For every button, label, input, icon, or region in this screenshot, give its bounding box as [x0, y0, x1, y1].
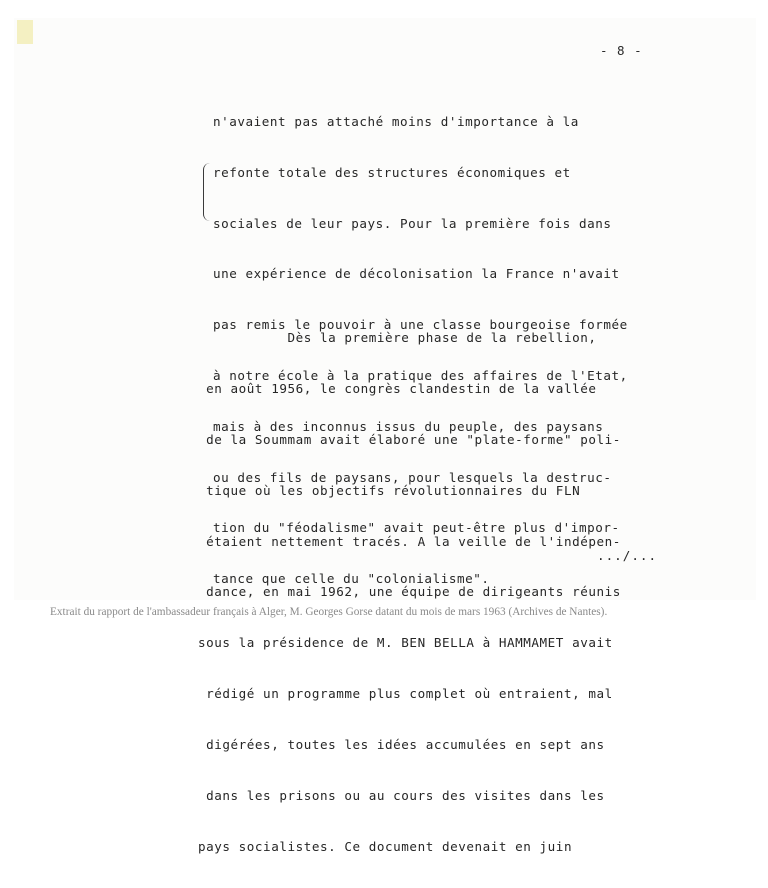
- text-line: Dès la première phase de la rebellion,: [198, 330, 597, 345]
- text-line: digérées, toutes les idées accumulées en sept ans: [198, 737, 605, 753]
- text-line: dans les prisons ou au cours des visites dans les: [198, 788, 605, 804]
- text-line: sous la présidence de M. BEN BELLA à HAMMAMET avait: [198, 635, 613, 651]
- text-line: dance, en mai 1962, une équipe de dirigeants réunis: [198, 584, 621, 600]
- text-line: sociales de leur pays. Pour la première fois dans: [213, 215, 612, 231]
- paragraph-2: [198, 298, 621, 888]
- text-line: en août 1956, le congrès clandestin de la vallée: [198, 380, 597, 396]
- text-line: tique où les objectifs révolutionnaires du FLN: [198, 482, 581, 498]
- text-line: mais à des inconnus issus du peuple, des paysans: [213, 418, 604, 434]
- text-line: rédigé un programme plus complet où entraient, mal: [198, 686, 613, 702]
- text-line: à notre école à la pratique des affaires de l'Etat,: [213, 367, 628, 383]
- text-line: refonte totale des structures économiques et: [213, 164, 571, 180]
- text-line: une expérience de décolonisation la France n'avait: [213, 266, 620, 282]
- text-line: tance que celle du "colonialisme".: [213, 571, 490, 587]
- continuation-marker: .../...: [597, 548, 658, 563]
- text-line: pas remis le pouvoir à une classe bourgeoise formée: [213, 317, 628, 333]
- margin-bracket-mark: [203, 163, 210, 221]
- text-line: pays socialistes. Ce document devenait en juin: [198, 838, 573, 854]
- image-caption: Extrait du rapport de l'ambassadeur français à Alger, M. Georges Gorse datant du mois de mars 1963 (Archives de Nantes).: [50, 606, 608, 618]
- text-line: étaient nettement tracés. A la veille de l'indépen-: [198, 533, 621, 549]
- text-line: ou des fils de paysans, pour lesquels la destruc-: [213, 469, 612, 485]
- text-line: de la Soummam avait élaboré une "plate-forme" poli-: [198, 431, 621, 447]
- text-line: tion du "féodalisme" avait peut-être plus d'impor-: [213, 520, 620, 536]
- page-number: - 8 -: [600, 43, 643, 58]
- text-line: n'avaient pas attaché moins d'importance à la: [213, 114, 579, 129]
- paper-corner-mark: [17, 20, 33, 44]
